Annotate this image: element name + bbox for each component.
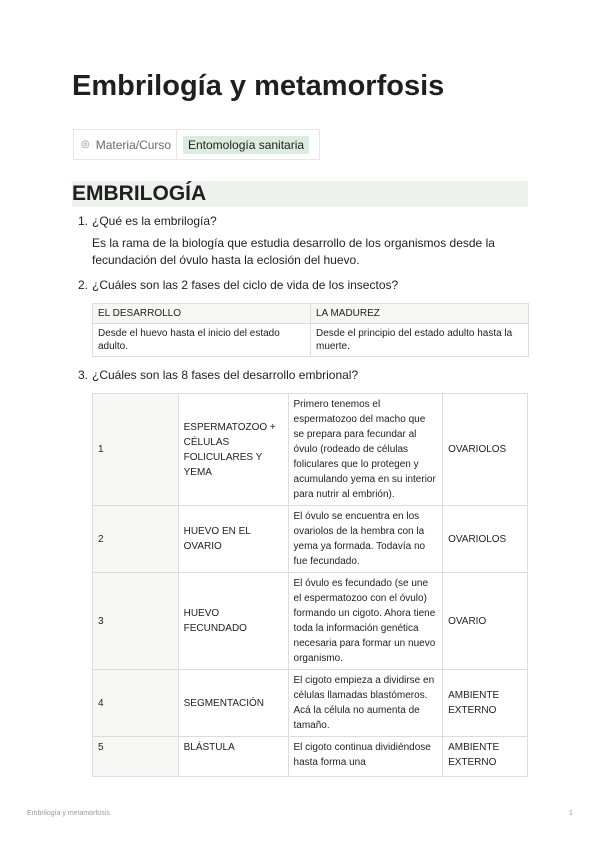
table-header-cell: EL DESARROLLO (93, 304, 311, 324)
question-item (78, 214, 217, 228)
table-cell: Desde el principio del estado adulto hasta la muerte. (311, 324, 529, 357)
table-cell-phase: HUEVO EN EL OVARIO (178, 506, 288, 573)
table-cell-description: Primero tenemos el espermatozoo del macho que se prepara para fecundar al óvulo (rodeado de células foliculares que lo protegen y acumulando yema en su interior para nutrir al embrión). (288, 394, 443, 506)
table-cell-description: El cigoto continua dividiéndose hasta forma una (288, 737, 443, 778)
property-label: Materia/Curso (95, 137, 172, 152)
section-heading: EMBRILOGÍA (72, 181, 528, 207)
question-number: 3. (78, 368, 89, 382)
question-text: ¿Cuáles son las 2 fases del ciclo de vida de los insectos? (92, 278, 399, 292)
question-item (78, 368, 358, 382)
table-row (93, 506, 528, 573)
table-row (93, 573, 528, 670)
question-item (78, 278, 398, 292)
table-cell-number: 1 (93, 394, 179, 506)
table-cell-location: OVARIOLOS (443, 394, 528, 506)
table-cell-phase: BLÁSTULA (178, 737, 288, 778)
table-cell-location: AMBIENTE EXTERNO (443, 670, 528, 737)
table-cell-description: El óvulo es fecundado (se une el espermatozoo con el óvulo) formando un cigoto. Ahora tiene toda la información genética necesaria para formar un nuevo organismo. (288, 573, 443, 670)
footer-document-title: Embrilogía y metamorfosis (27, 810, 110, 817)
table-cell: Desde el huevo hasta el inicio del estado adulto. (93, 324, 311, 357)
property-row (73, 129, 320, 160)
property-label-cell (74, 130, 177, 159)
question-text: ¿Cuáles son las 8 fases del desarrollo embrional? (92, 368, 359, 382)
property-tag[interactable]: Entomología sanitaria (183, 136, 309, 154)
table-cell-location: OVARIO (443, 573, 528, 670)
table-row (93, 324, 529, 357)
property-value-cell (177, 130, 319, 159)
table-row (93, 737, 528, 778)
table-cell-phase: ESPERMATOZOO + CÉLULAS FOLICULARES Y YEMA (178, 394, 288, 506)
table-cell-number: 2 (93, 506, 179, 573)
table-cell-location: OVARIOLOS (443, 506, 528, 573)
table-cell-number: 3 (93, 573, 179, 670)
table-row (93, 670, 528, 737)
embryo-phases-table-container (92, 393, 528, 777)
life-cycle-phases-table (92, 303, 529, 357)
table-cell-phase: SEGMENTACIÓN (178, 670, 288, 737)
target-icon: ◎ (81, 139, 90, 150)
embryo-phases-table (92, 393, 528, 777)
table-cell-description: El óvulo se encuentra en los ovariolos de la hembra con la yema ya formada. Todavía no fue fecundado. (288, 506, 443, 573)
table-row (93, 394, 528, 506)
table-cell-phase: HUEVO FECUNDADO (178, 573, 288, 670)
table-cell-location: AMBIENTE EXTERNO (443, 737, 528, 778)
table-header-cell: LA MADUREZ (311, 304, 529, 324)
page-title: Embrilogía y metamorfosis (72, 70, 445, 102)
table-cell-number: 5 (93, 737, 179, 778)
table-cell-number: 4 (93, 670, 179, 737)
page-number: 1 (569, 810, 573, 817)
table-cell-description: El cigoto empieza a dividirse en células llamadas blastómeros. Acá la célula no aumenta de tamaño. (288, 670, 443, 737)
answer-text: Es la rama de la biología que estudia desarrollo de los organismos desde la fecundación del óvulo hasta la eclosión del huevo. (92, 236, 495, 267)
question-text: ¿Qué es la embrilogía? (92, 214, 217, 228)
question-number: 2. (78, 278, 89, 292)
table-header-row (93, 304, 529, 324)
question-number: 1. (78, 214, 89, 228)
